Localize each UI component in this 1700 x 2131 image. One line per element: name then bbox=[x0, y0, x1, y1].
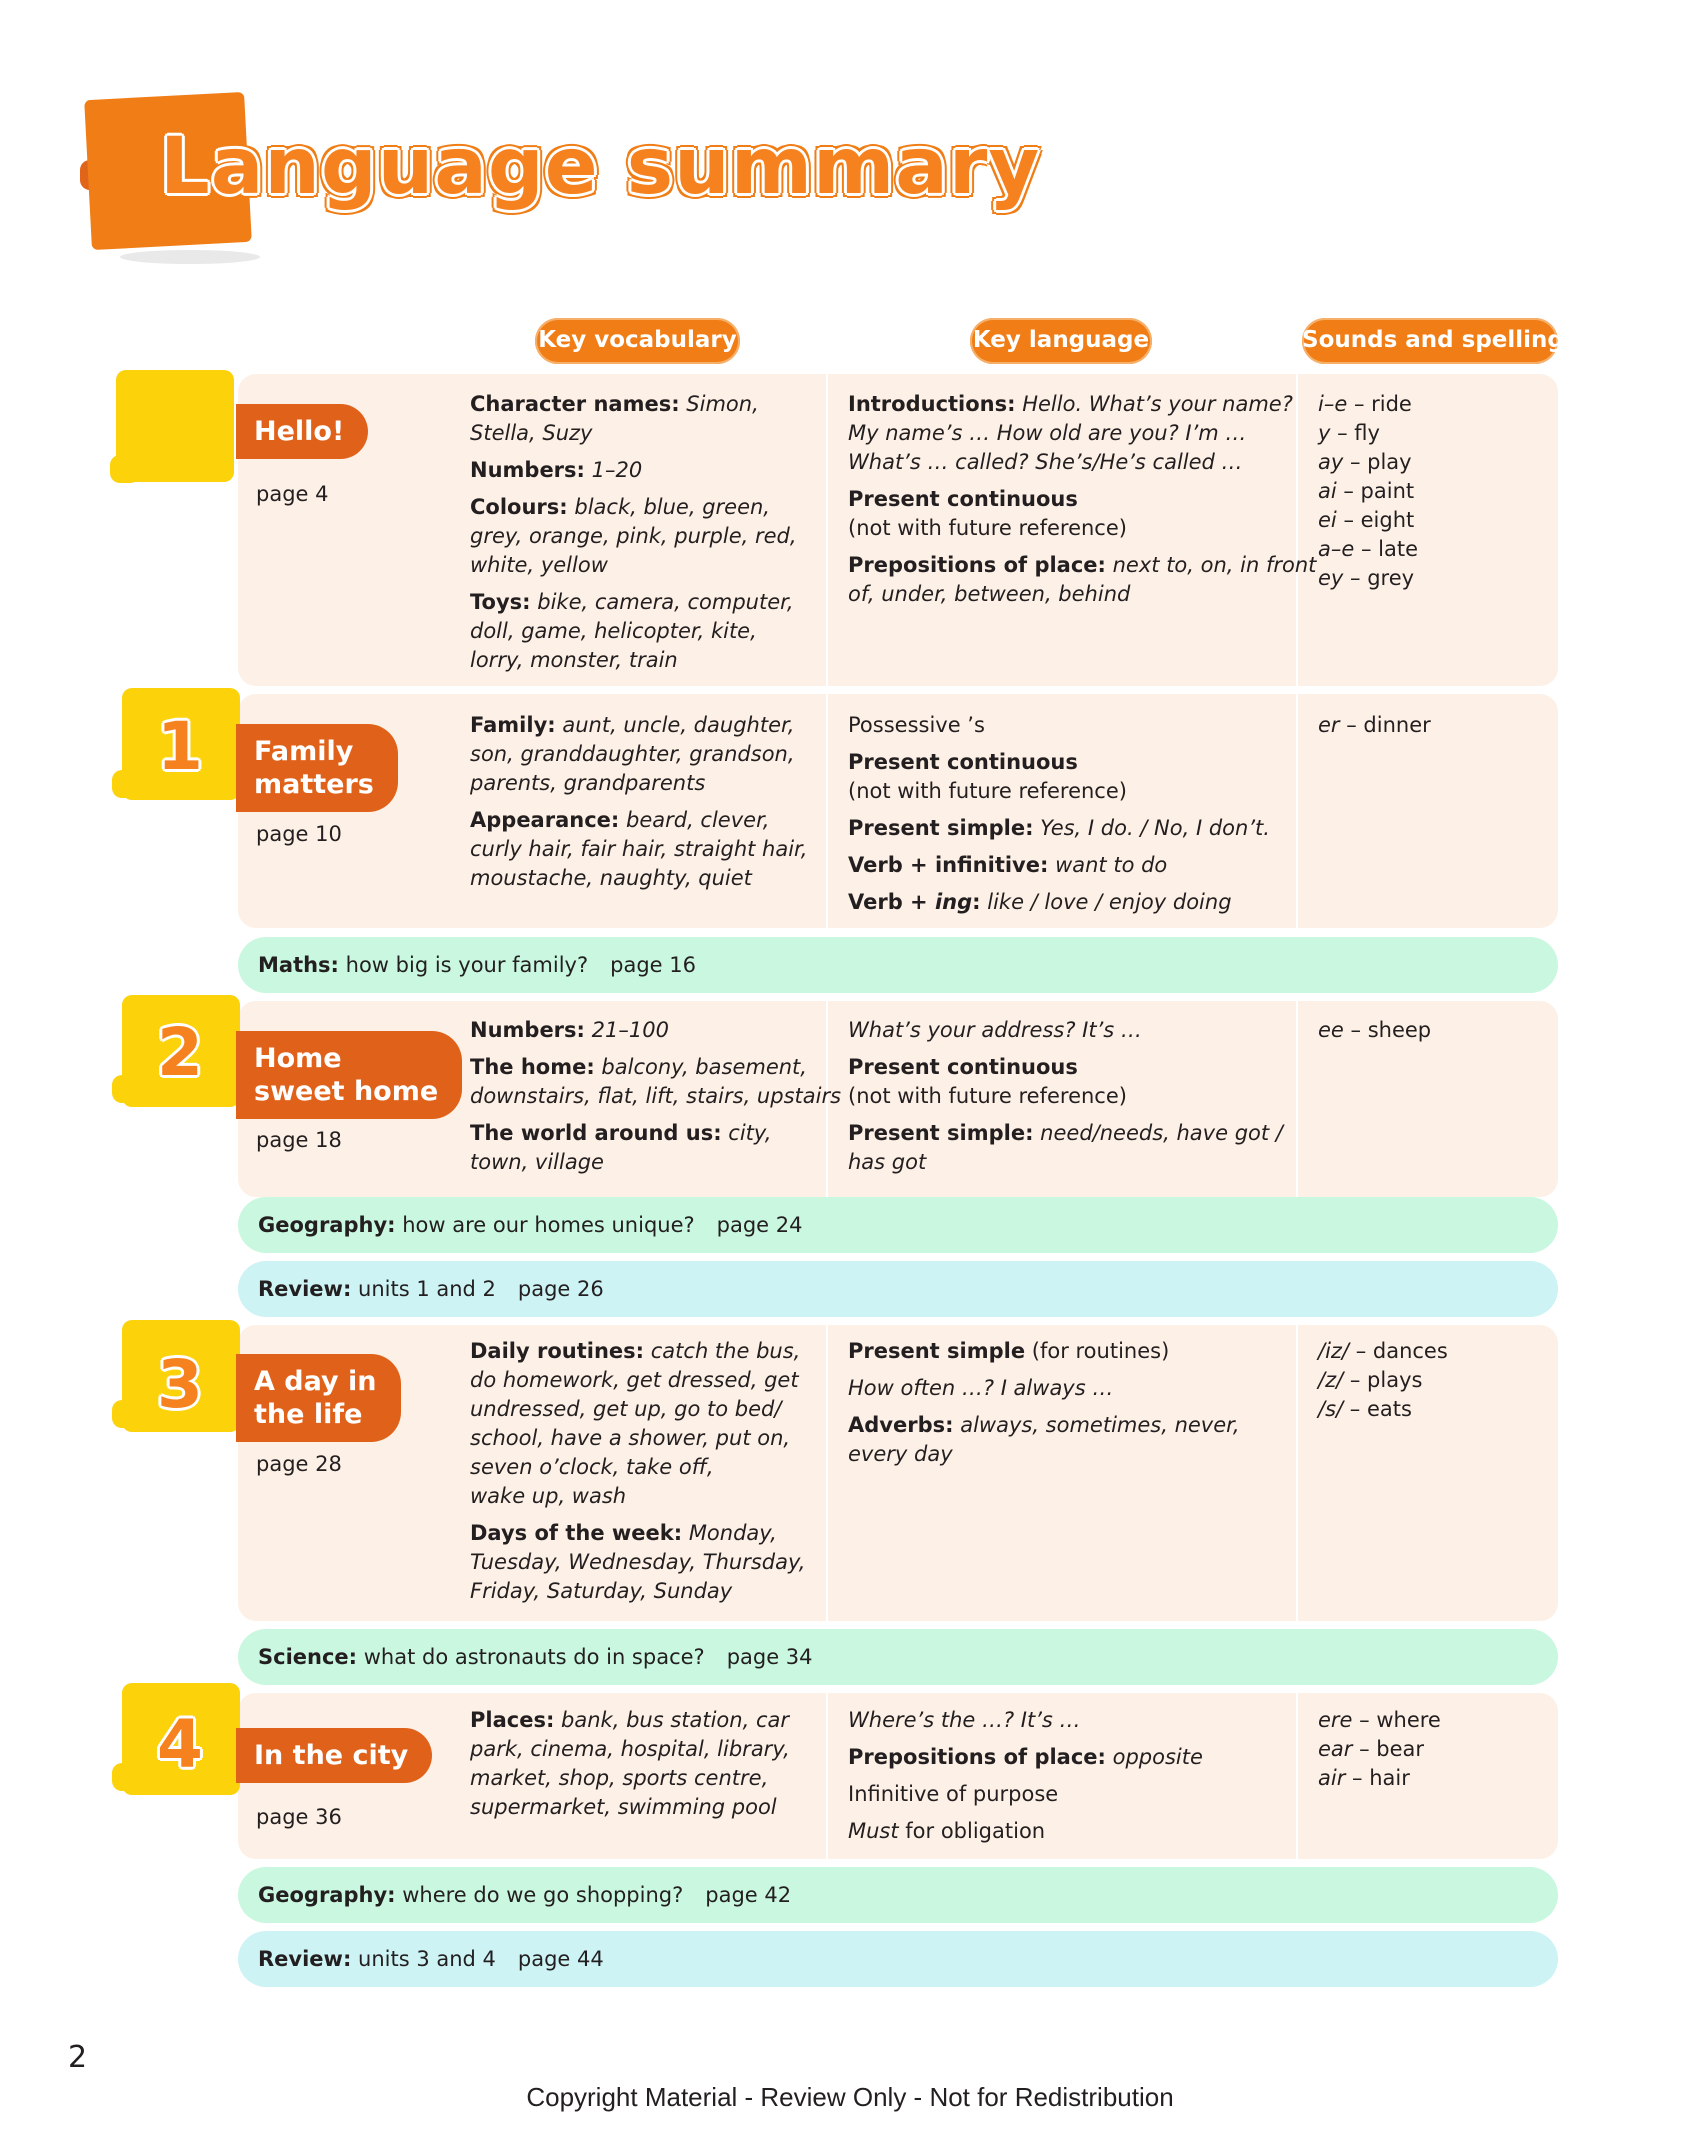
review-band: Review: units 1 and 2 page 26 bbox=[238, 1261, 1558, 1317]
unit-hello-language: Introductions: Hello. What’s your name? My name’s … How old are you? I’m … What’s … called? She’s/He’s called … Present continuous (not with future reference) Prepositions of place: next to, on, in front of, under, between, behind bbox=[848, 392, 1317, 606]
column-header-sounds: Sounds and spelling bbox=[1302, 318, 1558, 364]
sound-item: y – fly bbox=[1318, 421, 1380, 445]
unit-number: 2 bbox=[157, 1014, 203, 1091]
unit-number: 1 bbox=[157, 708, 203, 785]
page-number: 2 bbox=[68, 2040, 88, 2075]
unit-hello-sounds bbox=[1318, 390, 1418, 593]
column-divider bbox=[826, 694, 828, 928]
cross-curricular-science: Science: what do astronauts do in space? page 34 bbox=[238, 1629, 1558, 1685]
sound-item: er – dinner bbox=[1318, 713, 1431, 737]
review-band: Review: units 3 and 4 page 44 bbox=[238, 1931, 1558, 1987]
unit-page-ref: page 28 bbox=[256, 1452, 342, 1476]
sound-item: i–e – ride bbox=[1318, 392, 1412, 416]
sound-item: ay – play bbox=[1318, 450, 1412, 474]
unit-3-sounds bbox=[1318, 1337, 1448, 1424]
unit-3-vocabulary: Daily routines: catch the bus, do homework, get dressed, get undressed, get up, go to bed/ school, have a shower, put on, seven o’clock, take off, wake up, wash Days of the week: Monday, Tuesday, Wednesday, Thursday, Friday, Saturday, Sunday bbox=[470, 1339, 806, 1603]
unit-1-language: Possessive ’s Present continuous (not with future reference) Present simple: Yes, I do. / No, I don’t. Verb + infinitive: want to do Verb + ing: like / love / enjoy doing bbox=[848, 713, 1270, 914]
column-divider bbox=[1296, 694, 1298, 928]
unit-2-language: What’s your address? It’s … Present continuous (not with future reference) Present simple: need/needs, have got / has got bbox=[848, 1018, 1283, 1174]
title-shadow bbox=[120, 250, 260, 264]
unit-2-vocabulary: Numbers: 21–100 The home: balcony, basement, downstairs, flat, lift, stairs, upstairs The world around us: city, town, village bbox=[470, 1018, 842, 1174]
unit-title-hello: Hello! bbox=[236, 404, 368, 459]
sound-item: /z/ – plays bbox=[1318, 1368, 1423, 1392]
unit-hello-vocabulary: Character names: Simon, Stella, Suzy Numbers: 1–20 Colours: black, blue, green, grey, orange, pink, purple, red, white, yellow Toys: bike, camera, computer, doll, game, helicopter, kite, lorry, monster, train bbox=[470, 392, 797, 672]
column-divider bbox=[1296, 1693, 1298, 1859]
column-divider bbox=[826, 374, 828, 686]
column-divider bbox=[826, 1693, 828, 1859]
cross-curricular-geography: Geography: how are our homes unique? page 24 bbox=[238, 1197, 1558, 1253]
sound-item: /s/ – eats bbox=[1318, 1397, 1412, 1421]
cross-curricular-geography: Geography: where do we go shopping? page 42 bbox=[238, 1867, 1558, 1923]
square-lobe bbox=[110, 455, 140, 483]
square-lobe bbox=[112, 1400, 142, 1428]
unit-title-2: Home sweet home bbox=[236, 1031, 462, 1119]
unit-number: 4 bbox=[157, 1706, 203, 1783]
copyright-notice: Copyright Material - Review Only - Not for Redistribution bbox=[526, 2082, 1174, 2112]
square-lobe bbox=[112, 1075, 142, 1103]
square-lobe bbox=[112, 1763, 142, 1791]
sound-item: /iz/ – dances bbox=[1318, 1339, 1448, 1363]
sound-item: ere – where bbox=[1318, 1708, 1441, 1732]
unit-3-language: Present simple (for routines) How often …? I always … Adverbs: always, sometimes, never, every day bbox=[848, 1339, 1240, 1466]
sound-item: ei – eight bbox=[1318, 508, 1415, 532]
column-divider bbox=[1296, 1001, 1298, 1197]
unit-title-4: In the city bbox=[236, 1728, 432, 1783]
sound-item: air – hair bbox=[1318, 1766, 1410, 1790]
unit-page-ref: page 18 bbox=[256, 1128, 342, 1152]
sound-item: a–e – late bbox=[1318, 537, 1419, 561]
column-divider bbox=[826, 1325, 828, 1621]
cross-curricular-maths: Maths: how big is your family? page 16 bbox=[238, 937, 1558, 993]
column-header-language: Key language bbox=[970, 318, 1152, 364]
sound-item: ee – sheep bbox=[1318, 1018, 1432, 1042]
unit-page-ref: page 36 bbox=[256, 1805, 342, 1829]
unit-1-sounds bbox=[1318, 711, 1431, 740]
sound-item: ai – paint bbox=[1318, 479, 1415, 503]
column-header-vocabulary: Key vocabulary bbox=[535, 318, 740, 364]
unit-4-vocabulary: Places: bank, bus station, car park, cinema, hospital, library, market, shop, sports centre, supermarket, swimming pool bbox=[470, 1708, 790, 1819]
unit-page-ref: page 10 bbox=[256, 822, 342, 846]
unit-4-sounds bbox=[1318, 1706, 1441, 1793]
unit-1-vocabulary: Family: aunt, uncle, daughter, son, granddaughter, grandson, parents, grandparents Appearance: beard, clever, curly hair, fair hair, straight hair, moustache, naughty, quiet bbox=[470, 713, 808, 890]
unit-4-language: Where’s the …? It’s … Prepositions of place: opposite Infinitive of purpose Must for obligation bbox=[848, 1708, 1203, 1843]
sound-item: ey – grey bbox=[1318, 566, 1415, 590]
sound-item: ear – bear bbox=[1318, 1737, 1425, 1761]
unit-2-sounds bbox=[1318, 1016, 1431, 1045]
unit-page-ref: page 4 bbox=[256, 482, 329, 506]
unit-number: 3 bbox=[157, 1346, 203, 1423]
square-lobe bbox=[112, 770, 142, 798]
page-title: Language summary bbox=[160, 122, 1041, 212]
column-divider bbox=[1296, 1325, 1298, 1621]
unit-title-3: A day in the life bbox=[236, 1354, 401, 1442]
unit-title-1: Family matters bbox=[236, 724, 398, 812]
